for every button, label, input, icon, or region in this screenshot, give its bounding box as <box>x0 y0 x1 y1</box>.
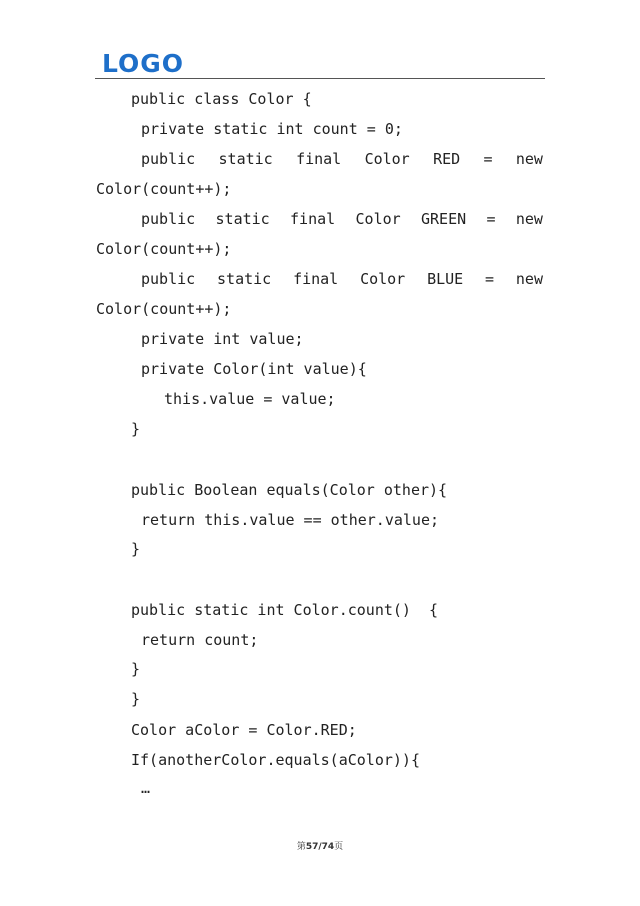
code-line: Color(count++); <box>96 300 232 318</box>
code-word: RED <box>433 150 461 168</box>
code-line: … <box>141 779 151 797</box>
code-line: } <box>131 660 141 678</box>
code-line: return this.value == other.value; <box>141 511 440 529</box>
code-line: } <box>131 420 141 438</box>
header-rule <box>95 78 545 79</box>
code-line-justified <box>141 149 543 169</box>
code-word: Color <box>355 210 401 228</box>
code-word: = <box>486 210 496 228</box>
page-prefix: 第 <box>296 842 306 852</box>
code-word: new <box>515 150 543 168</box>
code-word: Color <box>364 150 410 168</box>
code-line: return count; <box>141 631 259 649</box>
code-word: static <box>217 270 272 288</box>
page-suffix: 页 <box>334 842 344 852</box>
code-line: public Boolean equals(Color other){ <box>131 481 448 499</box>
code-line: public static int Color.count() { <box>131 601 439 619</box>
code-word: public <box>141 150 196 168</box>
code-line: Color(count++); <box>96 180 232 198</box>
code-word: = <box>483 150 493 168</box>
code-line: Color(count++); <box>96 240 232 258</box>
code-line: private int value; <box>141 330 304 348</box>
code-word: static <box>218 150 273 168</box>
code-line: public class Color { <box>131 90 312 108</box>
logo: LOGO <box>102 49 185 78</box>
code-word: = <box>485 270 495 288</box>
code-word: new <box>515 270 543 288</box>
code-word: public <box>141 270 196 288</box>
code-word: BLUE <box>427 270 464 288</box>
code-word: final <box>290 210 336 228</box>
code-line-justified <box>141 269 543 289</box>
code-word: final <box>296 150 342 168</box>
code-line: Color aColor = Color.RED; <box>131 721 357 739</box>
code-word: GREEN <box>421 210 467 228</box>
code-word: Color <box>360 270 406 288</box>
code-line-justified <box>141 209 543 229</box>
code-word: final <box>293 270 339 288</box>
code-word: new <box>515 210 543 228</box>
code-word: static <box>215 210 270 228</box>
code-line: private static int count = 0; <box>141 120 403 138</box>
code-word: public <box>141 210 196 228</box>
code-line: private Color(int value){ <box>141 360 367 378</box>
code-line: If(anotherColor.equals(aColor)){ <box>131 751 420 769</box>
page-footer <box>0 839 640 852</box>
page-number: 57/74 <box>305 842 335 852</box>
code-line: this.value = value; <box>164 390 336 408</box>
code-line: } <box>131 540 141 558</box>
code-line: } <box>131 690 141 708</box>
